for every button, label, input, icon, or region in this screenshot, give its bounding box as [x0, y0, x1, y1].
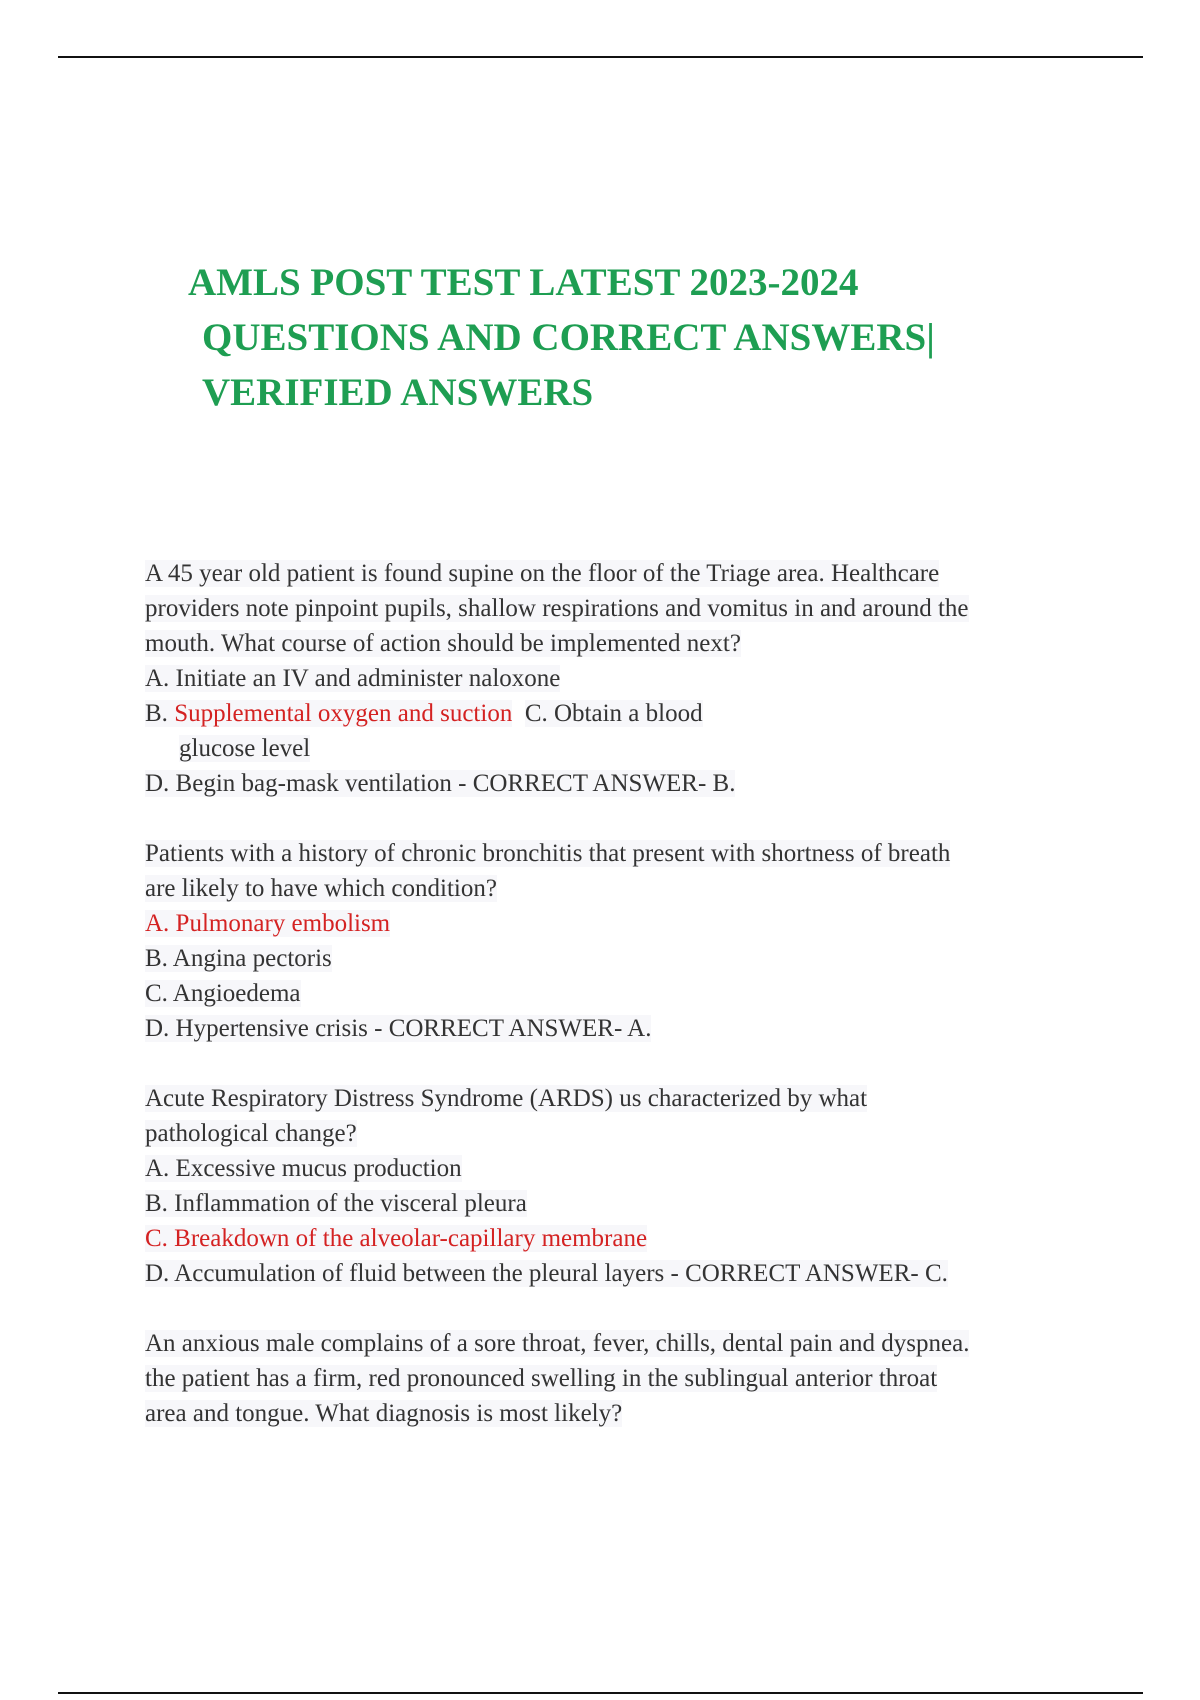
q2-option-b: B. Angina pectoris [145, 945, 332, 972]
q3-option-d-answer: D. Accumulation of fluid between the pleural layers - CORRECT ANSWER- C. [145, 1260, 948, 1287]
q4-stem-line-1: An anxious male complains of a sore throat, fever, chills, dental pain and dyspnea. [145, 1330, 970, 1357]
q1-stem-line-3: mouth. What course of action should be implemented next? [145, 630, 741, 657]
bottom-rule [58, 1692, 1143, 1694]
q1-stem-line-1: A 45 year old patient is found supine on the floor of the Triage area. Healthcare [145, 560, 940, 587]
q1-stem-line-2: providers note pinpoint pupils, shallow respirations and vomitus in and around the [145, 595, 969, 622]
q1-option-c-part-1: C. Obtain a blood [524, 700, 703, 727]
question-4 [145, 1326, 1105, 1431]
q2-stem-line-2: are likely to have which condition? [145, 875, 497, 902]
q4-stem-line-3: area and tongue. What diagnosis is most likely? [145, 1400, 623, 1427]
q3-option-c-correct: C. Breakdown of the alveolar-capillary membrane [145, 1225, 648, 1252]
q3-stem-line-2: pathological change? [145, 1120, 357, 1147]
q1-option-b-row [145, 696, 1105, 731]
title-line-3: VERIFIED ANSWERS [202, 371, 594, 414]
top-rule [58, 56, 1143, 58]
title-line-1: AMLS POST TEST LATEST 2023-2024 [188, 261, 859, 304]
q1-option-b-prefix: B. [145, 700, 175, 727]
q1-option-a: A. Initiate an IV and administer naloxone [145, 665, 561, 692]
title-line-2: QUESTIONS AND CORRECT ANSWERS| [202, 316, 935, 359]
q1-option-c-part-2: glucose level [179, 735, 311, 762]
q1-option-b-correct: Supplemental oxygen and suction [174, 700, 513, 727]
question-3 [145, 1081, 1105, 1291]
q1-option-d-answer: D. Begin bag-mask ventilation - CORRECT ANSWER- B. [145, 770, 736, 797]
q3-option-a: A. Excessive mucus production [145, 1155, 462, 1182]
document-title [188, 255, 1088, 420]
q2-stem-line-1: Patients with a history of chronic bronchitis that present with shortness of breath [145, 840, 951, 867]
q3-option-b: B. Inflammation of the visceral pleura [145, 1190, 527, 1217]
q3-stem-line-1: Acute Respiratory Distress Syndrome (ARDS) us characterized by what [145, 1085, 868, 1112]
q4-stem-line-2: the patient has a firm, red pronounced swelling in the sublingual anterior throat [145, 1365, 938, 1392]
question-2 [145, 836, 1105, 1046]
q2-option-a-correct: A. Pulmonary embolism [145, 910, 391, 937]
question-list [145, 556, 1105, 1431]
q2-option-d-answer: D. Hypertensive crisis - CORRECT ANSWER- A. [145, 1015, 652, 1042]
q2-option-c: C. Angioedema [145, 980, 301, 1007]
question-1 [145, 556, 1105, 801]
